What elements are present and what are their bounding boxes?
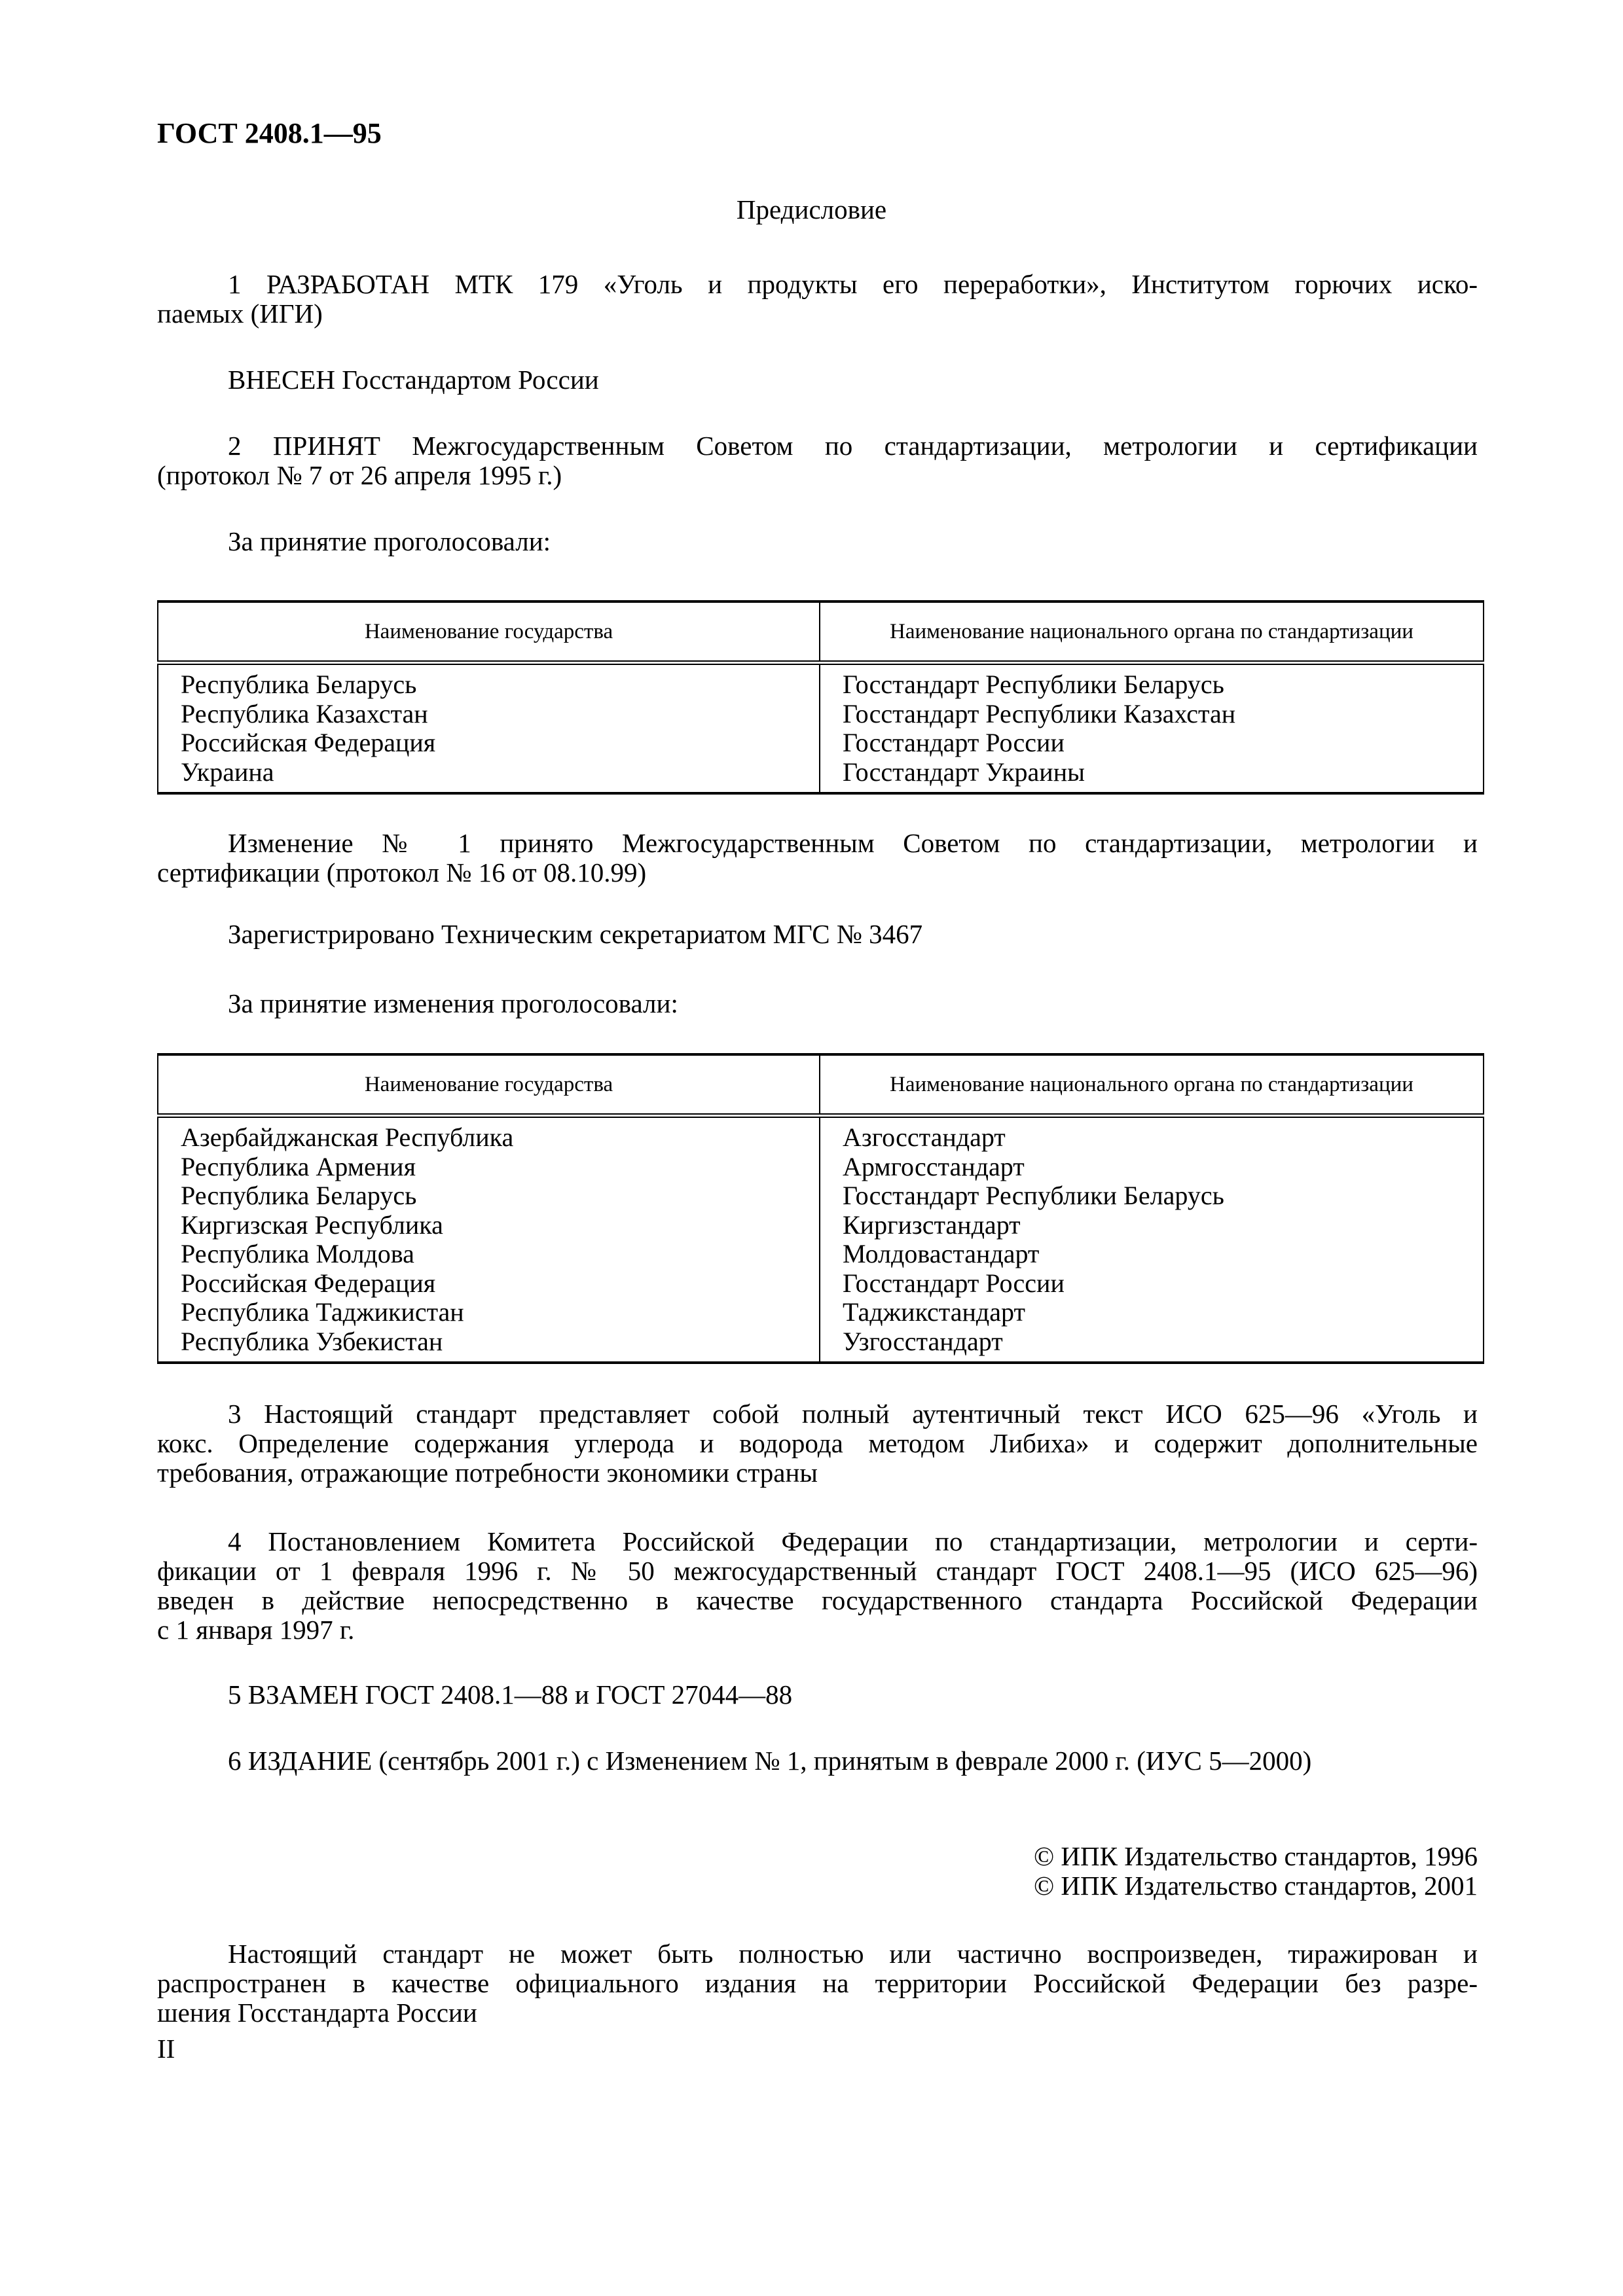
table-row: [158, 1116, 1484, 1363]
state-name-cell: [158, 1116, 820, 1363]
table-header-row: [158, 1054, 1484, 1116]
state-name: Азербайджанская Республика: [181, 1122, 514, 1152]
text-line: требования, отражающие потребности экономики страны: [157, 1458, 818, 1488]
state-name: Республика Молдова: [181, 1239, 414, 1268]
state-name: Республика Беларусь: [181, 670, 417, 699]
paragraph-amendment: [157, 829, 1478, 888]
state-name: Российская Федерация: [181, 1268, 436, 1298]
vote-caption: [157, 527, 1478, 556]
copyright-line: © ИПК Издательство стандартов, 2001: [1033, 1871, 1478, 1901]
paragraph-developed: [157, 270, 1478, 329]
paragraph-registered: [157, 920, 1478, 949]
document-code-header: ГОСТ 2408.1—95: [157, 117, 382, 149]
text-line: 6 ИЗДАНИЕ (сентябрь 2001 г.) с Изменением № 1, принятым в феврале 2000 г. (ИУС 5—2000): [228, 1746, 1312, 1776]
copyright-block: [157, 1842, 1478, 1901]
paragraph-6: [157, 1746, 1478, 1776]
column-header: Наименование государства: [158, 1054, 820, 1116]
section-title: Предисловие: [736, 194, 887, 224]
text-line: (протокол № 7 от 26 апреля 1995 г.): [157, 460, 562, 490]
standards-body-name: Госстандарт России: [843, 728, 1065, 757]
standards-body-name: Киргизстандарт: [843, 1210, 1021, 1240]
standards-body-name: Молдовастандарт: [843, 1239, 1040, 1268]
text-line: фикации от 1 февраля 1996 г. № 50 межгосударственный стандарт ГОСТ 2408.1—95 (ИСО 625—96): [157, 1556, 1478, 1586]
paragraph-4: [157, 1527, 1478, 1645]
standards-body-name: Таджикстандарт: [843, 1297, 1025, 1327]
text-line: 1 РАЗРАБОТАН МТК 179 «Уголь и продукты его переработки», Институтом горючих иско-: [228, 269, 1478, 299]
text-line: распространен в качестве официального издания на территории Российской Федерации без разре-: [157, 1968, 1478, 1998]
text-line: Изменение № 1 принято Межгосударственным Советом по стандартизации, метрологии и: [228, 828, 1478, 858]
text-line: паемых (ИГИ): [157, 298, 323, 329]
standards-body-name: Госстандарт России: [843, 1268, 1065, 1298]
standards-body-name: Госстандарт Украины: [843, 757, 1085, 787]
state-name: Республика Казахстан: [181, 698, 428, 728]
column-header: Наименование национального органа по стандартизации: [820, 1054, 1484, 1116]
voting-table-1: [157, 600, 1484, 795]
state-name: Украина: [181, 757, 274, 787]
standards-body-cell: [820, 663, 1484, 794]
standards-body-name: Госстандарт Республики Казахстан: [843, 698, 1236, 728]
text-line: 4 Постановлением Комитета Российской Федерации по стандартизации, метрологии и серти-: [228, 1526, 1478, 1556]
text-line: 5 ВЗАМЕН ГОСТ 2408.1—88 и ГОСТ 27044—88: [228, 1679, 793, 1710]
text-line: ВНЕСЕН Госстандартом России: [228, 365, 599, 395]
standards-body-name: Узгосстандарт: [843, 1326, 1003, 1356]
paragraph-submitted: [157, 365, 1478, 395]
table-header-row: [158, 601, 1484, 663]
state-name: Республика Беларусь: [181, 1181, 417, 1210]
text-line: Настоящий стандарт не может быть полностью или частично воспроизведен, тиражирован и: [228, 1939, 1478, 1969]
text-line: кокс. Определение содержания углерода и водорода методом Либиха» и содержит дополнительные: [157, 1428, 1478, 1458]
copyright-line: © ИПК Издательство стандартов, 1996: [1033, 1841, 1478, 1871]
vote-amendment-caption: [157, 989, 1478, 1018]
state-name-cell: [158, 663, 820, 794]
page-number: II: [157, 2034, 175, 2064]
paragraph-adopted: [157, 431, 1478, 490]
text-line: 3 Настоящий стандарт представляет собой полный аутентичный текст ИСО 625—96 «Уголь и: [228, 1399, 1478, 1429]
state-name: Киргизская Республика: [181, 1210, 443, 1240]
reproduction-notice: [157, 1939, 1478, 2028]
standards-body-name: Азгосстандарт: [843, 1122, 1006, 1152]
standards-body-cell: [820, 1116, 1484, 1363]
text-line: сертификации (протокол № 16 от 08.10.99): [157, 857, 647, 888]
voting-table-2: [157, 1053, 1484, 1364]
standards-body-name: Госстандарт Республики Беларусь: [843, 1181, 1224, 1210]
column-header: Наименование государства: [158, 601, 820, 663]
state-name: Республика Армения: [181, 1151, 416, 1181]
text-line: За принятие изменения проголосовали:: [228, 988, 678, 1018]
standards-body-name: Госстандарт Республики Беларусь: [843, 670, 1224, 699]
state-name: Республика Узбекистан: [181, 1326, 443, 1356]
text-line: Зарегистрировано Техническим секретариатом МГС № 3467: [228, 919, 923, 949]
text-line: шения Госстандарта России: [157, 1998, 477, 2028]
state-name: Республика Таджикистан: [181, 1297, 464, 1327]
text-line: За принятие проголосовали:: [228, 526, 551, 556]
text-line: введен в действие непосредственно в качестве государственного стандарта Российской Федерации: [157, 1585, 1478, 1615]
paragraph-3: [157, 1399, 1478, 1488]
paragraph-5: [157, 1680, 1478, 1710]
table-row: [158, 663, 1484, 794]
text-line: с 1 января 1997 г.: [157, 1615, 355, 1645]
text-line: 2 ПРИНЯТ Межгосударственным Советом по стандартизации, метрологии и сертификации: [228, 431, 1478, 461]
standards-body-name: Армгосстандарт: [843, 1151, 1025, 1181]
state-name: Российская Федерация: [181, 728, 436, 757]
column-header: Наименование национального органа по стандартизации: [820, 601, 1484, 663]
